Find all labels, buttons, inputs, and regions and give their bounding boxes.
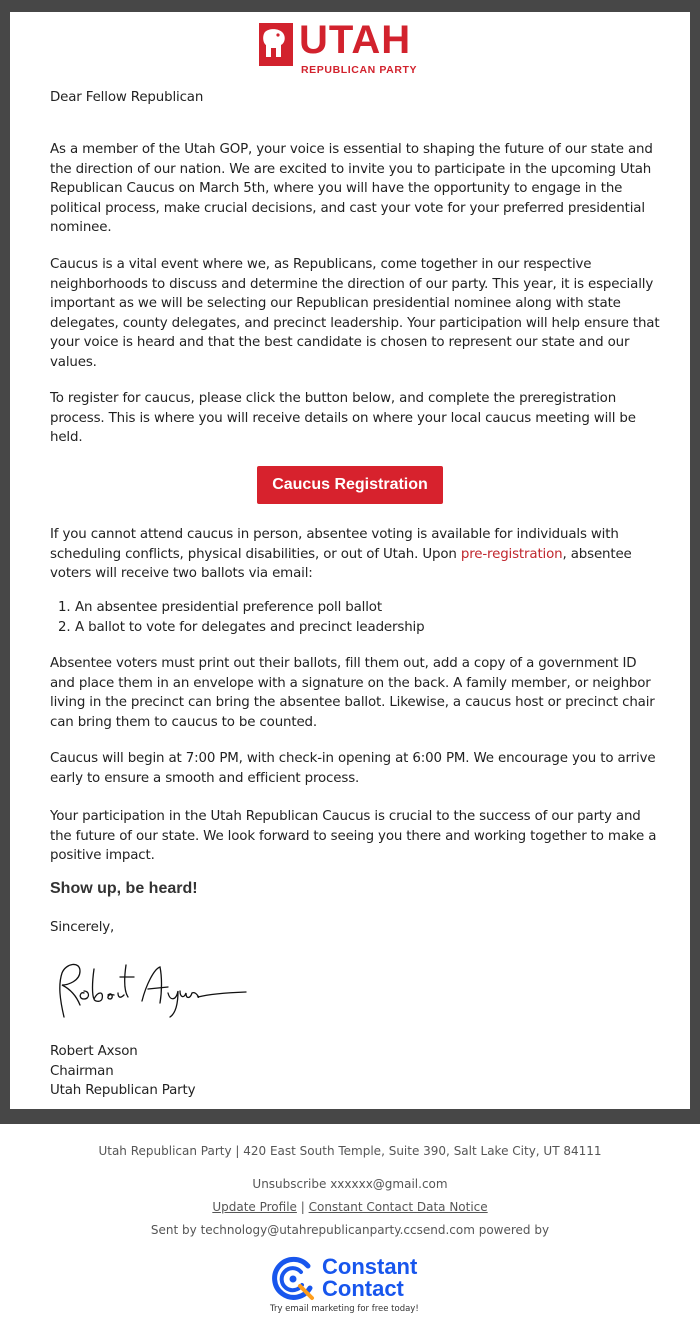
ballot-list xyxy=(50,598,650,637)
list-item: 1. An absentee presidential preference poll ballot xyxy=(58,600,382,615)
paragraph-absentee-instructions: Absentee voters must print out their ballots, fill them out, add a copy of a government ID and place them in an envelope with a signature on the back. A family member, or neighbor living in the precinct can bring the absentee ballot. Likewise, a caucus host or precinct chair can bring them to caucus to be counted. xyxy=(50,656,655,730)
utah-gop-logo xyxy=(259,18,461,81)
pre-registration-link[interactable]: pre-registration xyxy=(460,546,563,562)
email-card xyxy=(10,12,690,1109)
signer-title: Chairman xyxy=(50,1064,114,1079)
signer-name: Robert Axson xyxy=(50,1044,138,1059)
footer-links xyxy=(0,1200,700,1214)
constant-contact-icon xyxy=(270,1256,316,1302)
logo-subtitle: REPUBLICAN PARTY xyxy=(301,64,418,76)
constant-contact-tagline: Try email marketing for free today! xyxy=(270,1304,419,1314)
elephant-mark-icon xyxy=(259,23,293,66)
footer-address: Utah Republican Party | 420 East South Temple, Suite 390, Salt Lake City, UT 84111 xyxy=(98,1144,602,1158)
sent-by-text: Sent by technology@utahrepublicanparty.ccsend.com powered by xyxy=(150,1223,550,1237)
paragraph-caucus: Caucus is a vital event where we, as Republicans, come together in our respective neighborhoods to discuss and determine the direction of our party. This year, it is especially important as we will be selecting our Republican presidential nominee along with state delegates, county delegates, and precinct leadership. Your participation will help ensure that your voice is heard and that the best candidate is chosen to represent our state and our values. xyxy=(50,257,660,370)
paragraph-time: Caucus will begin at 7:00 PM, with check-in opening at 6:00 PM. We encourage you to arrive early to ensure a smooth and efficient process. xyxy=(50,751,656,786)
unsubscribe-link[interactable]: Unsubscribe xxxxxx@gmail.com xyxy=(252,1177,448,1191)
constant-contact-logo[interactable] xyxy=(270,1256,440,1316)
paragraph-absentee xyxy=(50,525,660,584)
absentee-text-end: , absentee voters will receive two ballots via email: xyxy=(50,546,632,581)
caucus-registration-button[interactable]: Caucus Registration xyxy=(257,466,443,504)
paragraph-register: To register for caucus, please click the button below, and complete the preregistration process. This is where you will receive details on where your local caucus meeting will be held. xyxy=(50,391,636,445)
paragraph-closing: Your participation in the Utah Republican Caucus is crucial to the success of our party and the future of our state. We look forward to seeing you there and working together to make a positive impact. xyxy=(50,809,657,863)
update-profile-link[interactable]: Update Profile xyxy=(212,1200,297,1214)
logo-wordmark: UTAH xyxy=(299,18,412,62)
paragraph-intro: As a member of the Utah GOP, your voice is essential to shaping the future of our state and the direction of our nation. We are excited to invite you to participate in the upcoming Utah Republican Caucus on March 5th, where you will have the opportunity to engage in the political process, make crucial decisions, and cast your vote for your preferred presidential nominee. xyxy=(50,142,653,235)
constant-contact-wordmark: Constant Contact xyxy=(322,1254,418,1301)
sign-off: Sincerely, xyxy=(50,920,115,935)
signature-image xyxy=(50,955,250,1025)
signer-organization: Utah Republican Party xyxy=(50,1083,196,1098)
list-item: 2. A ballot to vote for delegates and precinct leadership xyxy=(58,619,425,635)
call-to-action-text: Show up, be heard! xyxy=(50,880,198,897)
absentee-text-start: If you cannot attend caucus in person, absentee voting is available for individuals with scheduling conflicts, physical disabilities, or out of Utah. Upon xyxy=(50,527,619,562)
greeting: Dear Fellow Republican xyxy=(50,90,204,105)
data-notice-link[interactable]: Constant Contact Data Notice xyxy=(308,1200,488,1214)
footer-separator: | xyxy=(296,1200,309,1214)
